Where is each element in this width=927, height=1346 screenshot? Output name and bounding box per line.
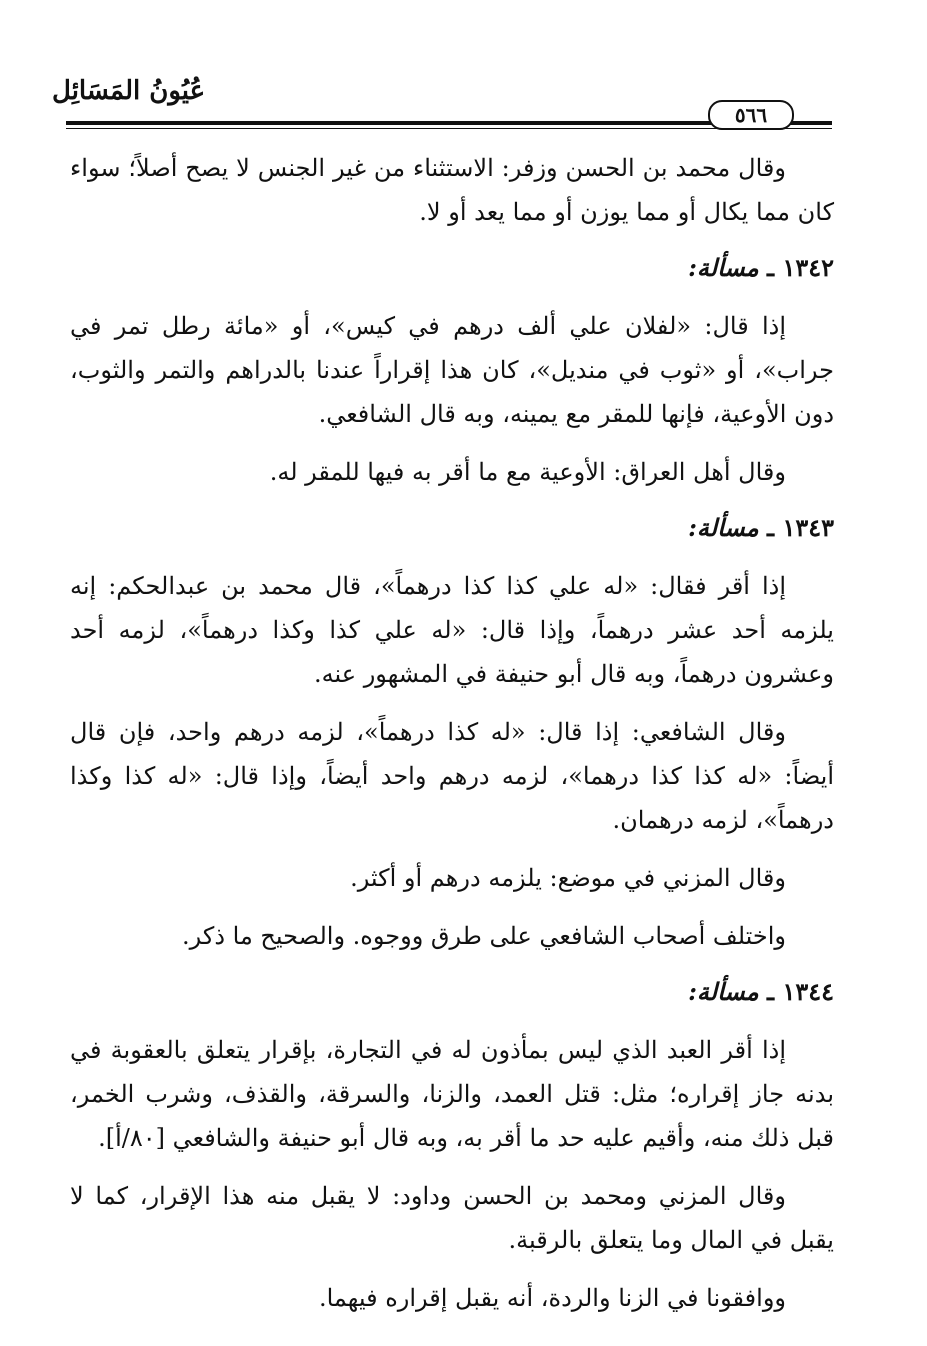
issue-label: مسألة: (688, 253, 759, 282)
page-body (70, 146, 834, 1334)
running-title: عُيُونُ المَسَائِل (52, 76, 206, 106)
paragraph: ووافقونا في الزنا والردة، أنه يقبل إقراره فيهما. (318, 1284, 786, 1312)
issue-number: ١٣٤٣ (782, 513, 834, 542)
paragraph: وقال المزني ومحمد بن الحسن وداود: لا يقبل منه هذا الإقرار، كما لا يقبل في المال وما يتعلق بالرقبة. (70, 1182, 834, 1254)
issue-heading: ١٣٤٢ ـ مسألة: (688, 253, 834, 282)
paragraph: وقال المزني في موضع: يلزمه درهم أو أكثر. (350, 864, 786, 892)
issue-label: مسألة: (688, 513, 759, 542)
paragraph: واختلف أصحاب الشافعي على طرق ووجوه. والصحيح ما ذكر. (182, 922, 786, 950)
paragraph: إذا قال: «لفلان علي ألف درهم في كيس»، أو «مائة رطل تمر في جراب»، أو «ثوب في منديل»، كان هذا إقراراً عندنا بالدراهم والتمر والثوب، دون الأوعية، فإنها للمقر مع يمينه، وبه قال الشافعي. (70, 312, 834, 428)
page-number: ٥٦٦ (708, 100, 794, 130)
paragraph: إذا أقر العبد الذي ليس بمأذون له في التجارة، بإقرار يتعلق بالعقوبة في بدنه جاز إقراره؛ مثل: قتل العمد، والزنا، والسرقة، والقذف، وشرب الخمر، قبل ذلك منه، وأقيم عليه حد ما أقر به، وبه قال أبو حنيفة والشافعي [٨٠/أ]. (70, 1036, 834, 1152)
issue-label: مسألة: (688, 977, 759, 1006)
issue-number: ١٣٤٢ (782, 253, 834, 282)
paragraph: وقال أهل العراق: الأوعية مع ما أقر به فيها للمقر له. (269, 458, 786, 486)
paragraph: إذا أقر فقال: «له علي كذا كذا درهماً»، قال محمد بن عبدالحكم: إنه يلزمه أحد عشر درهماً، وإذا قال: «له علي كذا وكذا درهماً»، لزمه أحد وعشرون درهماً، وبه قال أبو حنيفة في المشهور عنه. (70, 572, 834, 688)
issue-number: ١٣٤٤ (782, 977, 834, 1006)
issue-heading: ١٣٤٣ ـ مسألة: (688, 513, 834, 542)
issue-heading: ١٣٤٤ ـ مسألة: (688, 977, 834, 1006)
paragraph: وقال محمد بن الحسن وزفر: الاستثناء من غير الجنس لا يصح أصلاً؛ سواء كان مما يكال أو مما يوزن أو مما يعد أو لا. (70, 154, 834, 226)
paragraph: وقال الشافعي: إذا قال: «له كذا درهماً»، لزمه درهم واحد، فإن قال أيضاً: «له كذا كذا درهما»، لزمه درهم واحد أيضاً، وإذا قال: «له كذا وكذا درهماً»، لزمه درهمان. (70, 718, 834, 834)
